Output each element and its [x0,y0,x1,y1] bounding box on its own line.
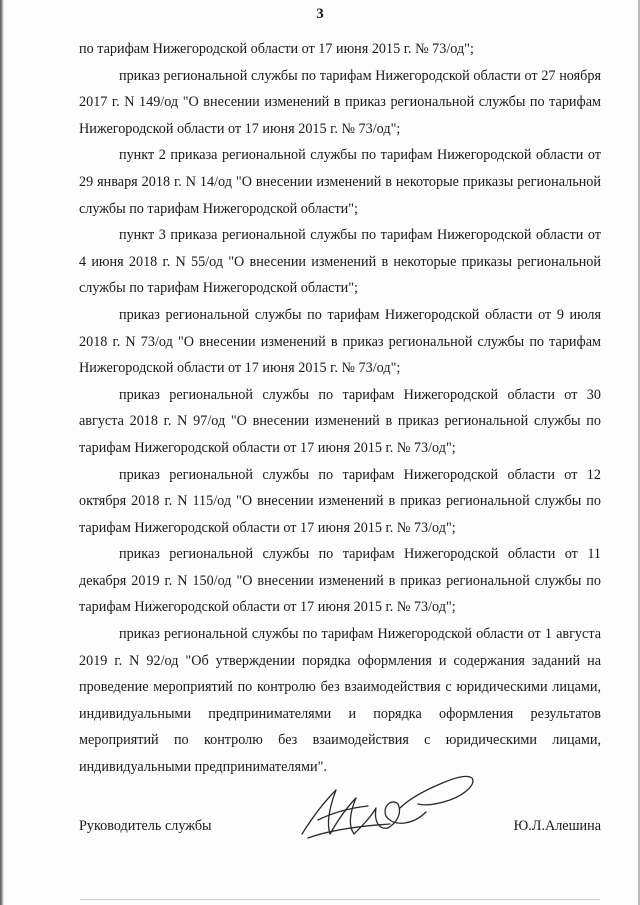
page-number: 3 [316,6,324,22]
handwritten-signature [290,768,490,848]
scan-left-edge [0,0,4,905]
bottom-divider [80,899,600,900]
paragraph-order-115: приказ региональной службы по тарифам Нижегородской области от 12 октября 2018 г. N 115/од "О внесении изменений в приказ региональной службы по тарифам Нижегородской области от 17 июня 2015 г. № 73/од"; [79,466,601,536]
paragraph-order-73: приказ региональной службы по тарифам Нижегородской области от 9 июля 2018 г. N 73/од "О внесении изменений в приказ региональной службы по тарифам Нижегородской области от 17 июня 2015 г. № 73/од"; [79,306,601,377]
paragraph-order-14: пункт 2 приказа региональной службы по тарифам Нижегородской области от 29 января 2018 г. N 14/од "О внесении изменений в некоторые приказы региональной службы по тарифам Нижегородской области"; [79,147,601,217]
signer-position: Руководитель службы [79,818,212,834]
document-body [79,36,601,781]
paragraph-order-97: приказ региональной службы по тарифам Нижегородской области от 30 августа 2018 г. N 97/од "О внесении изменений в приказ региональной службы по тарифам Нижегородской области от 17 июня 2015 г. № 73/од"; [79,386,601,456]
paragraph-order-149: приказ региональной службы по тарифам Нижегородской области от 27 ноября 2017 г. N 149/од "О внесении изменений в приказ региональной службы по тарифам Нижегородской области от 17 июня 2015 г. № 73/од"; [79,67,601,137]
paragraph-continuation: по тарифам Нижегородской области от 17 июня 2015 г. № 73/од"; [79,41,474,57]
paragraph-order-150: приказ региональной службы по тарифам Нижегородской области от 11 декабря 2019 г. N 150/од "О внесении изменений в приказ региональной службы по тарифам Нижегородской области от 17 июня 2015 г. № 73/од"; [79,546,601,616]
paragraph-order-55: пункт 3 приказа региональной службы по тарифам Нижегородской области от 4 июня 2018 г. N 55/од "О внесении изменений в некоторые приказы региональной службы по тарифам Нижегородской области"; [79,227,601,297]
signer-name: Ю.Л.Алешина [513,818,601,834]
paragraph-order-92: приказ региональной службы по тарифам Нижегородской области от 1 августа 2019 г. N 92/од "Об утверждении порядка оформления и содержания заданий на проведение мероприятий по контролю без взаимодействия с юридическими лицами, индивидуальными предпринимателями и порядка оформления результатов мероприятий по контролю без взаимодействия с юридическими лицами, индивидуальными предпринимателями". [79,626,601,776]
